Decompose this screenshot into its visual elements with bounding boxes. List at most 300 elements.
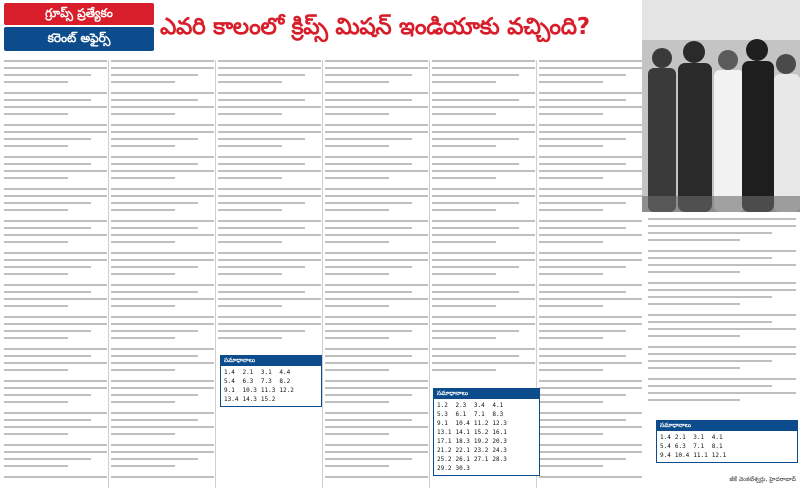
page-header <box>0 0 642 60</box>
text-line <box>432 113 496 115</box>
text-line <box>325 156 428 158</box>
text-line <box>539 458 626 460</box>
text-line <box>111 67 214 69</box>
text-line <box>432 131 535 133</box>
text-line <box>325 330 412 332</box>
text-line <box>648 225 796 227</box>
text-line <box>432 99 519 101</box>
text-line <box>325 124 428 126</box>
answer-key-cell: 15.2 <box>260 396 276 403</box>
text-line <box>111 74 198 76</box>
text-line <box>218 337 282 339</box>
text-line <box>325 195 428 197</box>
text-line <box>539 298 642 300</box>
text-line <box>111 476 214 478</box>
text-line <box>539 266 626 268</box>
text-line <box>325 273 389 275</box>
text-line <box>432 252 535 254</box>
text-line <box>325 106 428 108</box>
section-badge-groups: గ్రూప్స్ ప్రత్యేకం <box>4 3 154 25</box>
text-line <box>111 355 198 357</box>
text-line <box>432 337 496 339</box>
quiz-column-4 <box>325 60 428 488</box>
text-line <box>4 67 107 69</box>
text-line <box>539 209 603 211</box>
text-line <box>539 227 626 229</box>
text-line <box>218 234 321 236</box>
answer-key-cell: 7.1 <box>693 443 705 450</box>
text-line <box>432 316 535 318</box>
text-line <box>648 232 772 234</box>
text-line <box>432 305 496 307</box>
quiz-column-3 <box>218 60 321 488</box>
answer-key-cell: 24.3 <box>492 447 507 454</box>
answer-key-cell: 14.3 <box>242 396 257 403</box>
text-line <box>111 323 214 325</box>
text-line <box>218 124 321 126</box>
text-line <box>4 92 107 94</box>
text-line <box>539 131 642 133</box>
text-line <box>4 81 68 83</box>
answer-key-cell: 10.3 <box>242 387 257 394</box>
text-line <box>325 394 412 396</box>
text-line <box>111 330 198 332</box>
text-line <box>218 74 305 76</box>
text-line <box>432 177 496 179</box>
answer-key-cell: 4.4 <box>279 369 291 376</box>
text-line <box>4 444 107 446</box>
text-line <box>4 145 68 147</box>
text-line <box>432 124 535 126</box>
text-line <box>648 385 772 387</box>
text-line <box>111 92 214 94</box>
text-line <box>325 220 428 222</box>
answer-key-cell: 9.1 <box>224 387 235 394</box>
text-line <box>111 124 214 126</box>
answer-key-cell: 11.2 <box>473 420 489 427</box>
answer-key-cell: 10.4 <box>455 420 470 427</box>
text-line <box>218 99 305 101</box>
text-line <box>4 387 107 389</box>
text-line <box>432 241 496 243</box>
text-line <box>4 465 68 467</box>
text-line <box>539 284 642 286</box>
text-line <box>432 170 535 172</box>
text-line <box>432 362 535 364</box>
text-line <box>218 227 305 229</box>
text-line <box>648 289 796 291</box>
text-line <box>325 266 412 268</box>
text-line <box>218 106 321 108</box>
author-credit: జీకే వెంకటేశ్వర్లు, హైదరాబాద్ <box>729 476 796 483</box>
text-line <box>539 369 603 371</box>
answer-key-cell: 5.4 <box>660 443 671 450</box>
text-line <box>325 170 428 172</box>
text-line <box>648 392 796 394</box>
answer-key-cell: 2.1 <box>242 369 254 376</box>
text-line <box>218 67 321 69</box>
text-line <box>325 387 428 389</box>
text-line <box>111 380 214 382</box>
text-line <box>325 419 412 421</box>
text-line <box>111 234 214 236</box>
text-line <box>4 124 107 126</box>
answer-key-title: సమాధానాలు <box>657 421 797 431</box>
text-line <box>111 444 214 446</box>
text-line <box>111 337 175 339</box>
text-line <box>539 465 603 467</box>
text-line <box>218 195 321 197</box>
text-line <box>648 399 740 401</box>
text-line <box>432 298 535 300</box>
answer-key-cell: 8.1 <box>711 443 723 450</box>
text-line <box>4 74 91 76</box>
text-line <box>218 92 321 94</box>
text-line <box>325 348 428 350</box>
text-line <box>539 362 642 364</box>
text-line <box>648 296 772 298</box>
text-line <box>432 67 535 69</box>
answer-key-cell: 4.1 <box>492 402 504 409</box>
text-line <box>325 241 389 243</box>
text-line <box>111 433 175 435</box>
text-line <box>432 138 519 140</box>
text-line <box>539 177 603 179</box>
quiz-columns <box>0 60 642 488</box>
answer-key-cell: 25.2 <box>437 456 452 463</box>
text-line <box>539 74 626 76</box>
text-line <box>111 284 214 286</box>
text-line <box>432 195 535 197</box>
answer-key-cell: 17.1 <box>437 438 452 445</box>
answer-key-box <box>220 355 322 407</box>
text-line <box>218 156 321 158</box>
answer-key-cell: 3.4 <box>473 402 485 409</box>
answer-key-cell: 27.1 <box>473 456 489 463</box>
text-line <box>111 209 175 211</box>
answer-key-row <box>660 442 730 451</box>
text-line <box>4 106 107 108</box>
text-line <box>4 209 68 211</box>
text-line <box>539 419 626 421</box>
text-line <box>648 282 796 284</box>
text-line <box>111 348 214 350</box>
question-gap <box>432 376 535 380</box>
text-line <box>432 330 519 332</box>
text-line <box>539 355 626 357</box>
text-line <box>218 273 282 275</box>
text-line <box>539 259 642 261</box>
answer-key-cell <box>279 395 297 404</box>
text-line <box>539 291 626 293</box>
answer-key-cell: 5.3 <box>437 411 448 418</box>
answer-key-cell: 20.3 <box>492 438 507 445</box>
answer-key-cell: 8.2 <box>279 378 291 385</box>
text-line <box>4 362 107 364</box>
text-line <box>4 355 91 357</box>
text-line <box>325 99 412 101</box>
text-line <box>4 177 68 179</box>
text-line <box>325 163 412 165</box>
text-line <box>648 303 740 305</box>
text-line <box>111 202 198 204</box>
answer-key-row <box>224 386 298 395</box>
text-line <box>432 202 519 204</box>
text-line <box>111 298 214 300</box>
text-line <box>648 378 796 380</box>
text-line <box>432 348 535 350</box>
text-line <box>539 252 642 254</box>
text-line <box>218 241 282 243</box>
text-line <box>648 346 796 348</box>
answer-key-row <box>224 377 298 386</box>
text-line <box>648 314 796 316</box>
quiz-column-7 <box>648 218 796 428</box>
answer-key-row <box>224 395 298 404</box>
answer-key-cell: 19.2 <box>473 438 489 445</box>
text-line <box>111 113 175 115</box>
text-line <box>4 156 107 158</box>
text-line <box>218 188 321 190</box>
text-line <box>539 60 642 62</box>
answer-key-row <box>437 455 511 464</box>
text-line <box>4 234 107 236</box>
text-line <box>539 156 642 158</box>
text-line <box>4 60 107 62</box>
text-line <box>111 195 214 197</box>
text-line <box>111 131 214 133</box>
text-line <box>432 74 519 76</box>
text-line <box>539 113 603 115</box>
text-line <box>648 360 772 362</box>
text-line <box>539 99 626 101</box>
answer-key-row <box>437 410 511 419</box>
text-line <box>4 188 107 190</box>
text-line <box>218 323 321 325</box>
text-line <box>539 241 603 243</box>
answer-key-row <box>660 451 730 460</box>
text-line <box>432 60 535 62</box>
text-line <box>432 323 535 325</box>
text-line <box>539 401 603 403</box>
answer-key-cell: 11.1 <box>693 452 708 459</box>
text-line <box>325 305 389 307</box>
text-line <box>432 220 535 222</box>
answer-key-cell: 28.3 <box>492 456 507 463</box>
text-line <box>4 369 68 371</box>
text-line <box>218 60 321 62</box>
text-line <box>325 81 389 83</box>
text-line <box>4 380 107 382</box>
text-line <box>111 458 198 460</box>
text-line <box>539 451 642 453</box>
text-line <box>539 163 626 165</box>
text-line <box>325 298 428 300</box>
text-line <box>111 465 175 467</box>
question-gap <box>218 344 321 348</box>
answer-key-cell: 13.4 <box>224 396 239 403</box>
text-line <box>539 170 642 172</box>
answer-key-cell: 5.4 <box>224 378 235 385</box>
text-line <box>111 227 198 229</box>
text-line <box>432 291 519 293</box>
text-line <box>4 284 107 286</box>
text-line <box>4 451 107 453</box>
text-line <box>432 156 535 158</box>
answer-key-cell: 18.3 <box>455 438 470 445</box>
column-divider <box>429 60 430 488</box>
quiz-column-2 <box>111 60 214 488</box>
answer-key-cell: 9.1 <box>437 420 448 427</box>
text-line <box>325 426 428 428</box>
text-line <box>539 380 642 382</box>
text-line <box>111 252 214 254</box>
text-line <box>539 220 642 222</box>
text-line <box>432 188 535 190</box>
text-line <box>539 433 603 435</box>
text-line <box>111 177 175 179</box>
text-line <box>539 195 642 197</box>
answer-key-cell: 4.1 <box>711 434 723 441</box>
text-line <box>4 170 107 172</box>
text-line <box>325 92 428 94</box>
text-line <box>218 177 282 179</box>
text-line <box>111 426 214 428</box>
text-line <box>539 323 642 325</box>
text-line <box>218 330 305 332</box>
text-line <box>539 316 642 318</box>
answer-key-cell: 8.3 <box>492 411 504 418</box>
text-line <box>218 259 321 261</box>
text-line <box>539 273 603 275</box>
answer-key-title: సమాధానాలు <box>434 389 539 399</box>
question-gap <box>648 406 796 410</box>
text-line <box>4 348 107 350</box>
answer-key-cell: 30.3 <box>455 465 470 472</box>
text-line <box>325 323 428 325</box>
answer-key-cell: 2.3 <box>455 402 467 409</box>
text-line <box>432 266 519 268</box>
text-line <box>111 394 198 396</box>
answer-key-cell: 7.3 <box>260 378 272 385</box>
text-line <box>218 81 282 83</box>
answer-key-cell: 11.3 <box>260 387 276 394</box>
text-line <box>218 252 321 254</box>
text-line <box>111 412 214 414</box>
text-line <box>4 433 68 435</box>
text-line <box>325 369 389 371</box>
text-line <box>325 316 428 318</box>
text-line <box>111 266 198 268</box>
answer-key-table <box>660 433 730 460</box>
text-line <box>4 323 107 325</box>
text-line <box>218 305 282 307</box>
text-line <box>111 419 198 421</box>
text-line <box>325 74 412 76</box>
text-line <box>325 113 389 115</box>
text-line <box>218 113 282 115</box>
text-line <box>4 220 107 222</box>
answer-key-row <box>437 446 511 455</box>
text-line <box>325 412 428 414</box>
text-line <box>4 412 107 414</box>
quiz-column-1 <box>4 60 107 488</box>
text-line <box>4 337 68 339</box>
text-line <box>325 291 412 293</box>
text-line <box>325 465 389 467</box>
text-line <box>325 451 428 453</box>
text-line <box>432 106 535 108</box>
text-line <box>539 67 642 69</box>
text-line <box>325 458 412 460</box>
text-line <box>648 321 772 323</box>
text-line <box>111 145 175 147</box>
text-line <box>111 259 214 261</box>
text-line <box>325 60 428 62</box>
text-line <box>218 170 321 172</box>
text-line <box>4 298 107 300</box>
text-line <box>111 156 214 158</box>
text-line <box>325 188 428 190</box>
historical-photo <box>642 0 800 212</box>
text-line <box>218 298 321 300</box>
text-line <box>4 241 68 243</box>
text-line <box>648 239 740 241</box>
answer-key-cell: 23.2 <box>473 447 489 454</box>
text-line <box>432 209 496 211</box>
answer-key-cell: 2.1 <box>674 434 686 441</box>
column-divider <box>215 60 216 488</box>
text-line <box>648 218 796 220</box>
text-line <box>539 476 642 478</box>
text-line <box>539 124 642 126</box>
text-line <box>325 355 412 357</box>
text-line <box>539 305 603 307</box>
text-line <box>4 476 107 478</box>
text-line <box>218 163 305 165</box>
text-line <box>4 291 91 293</box>
answer-key-cell: 1.2 <box>437 402 448 409</box>
text-line <box>111 99 198 101</box>
text-line <box>111 401 175 403</box>
text-line <box>325 145 389 147</box>
text-line <box>4 138 91 140</box>
text-line <box>539 444 642 446</box>
text-line <box>539 81 603 83</box>
text-line <box>111 170 214 172</box>
text-line <box>4 99 91 101</box>
text-line <box>539 92 642 94</box>
text-line <box>539 145 603 147</box>
text-line <box>111 362 214 364</box>
text-line <box>648 257 772 259</box>
text-line <box>325 138 412 140</box>
answer-key-cell: 22.1 <box>455 447 470 454</box>
answer-key-row <box>437 464 511 473</box>
answer-key-row <box>437 419 511 428</box>
answer-key-cell: 7.1 <box>473 411 485 418</box>
page-headline: ఎవరి కాలంలో క్రిప్స్ మిషన్ ఇండియాకు వచ్చింది? <box>160 14 590 40</box>
column-divider <box>322 60 323 488</box>
answer-key-cell: 6.1 <box>455 411 467 418</box>
text-line <box>539 234 642 236</box>
answer-key-cell: 29.2 <box>437 465 452 472</box>
text-line <box>111 81 175 83</box>
text-line <box>218 138 305 140</box>
text-line <box>325 284 428 286</box>
text-line <box>539 106 642 108</box>
text-line <box>218 131 321 133</box>
